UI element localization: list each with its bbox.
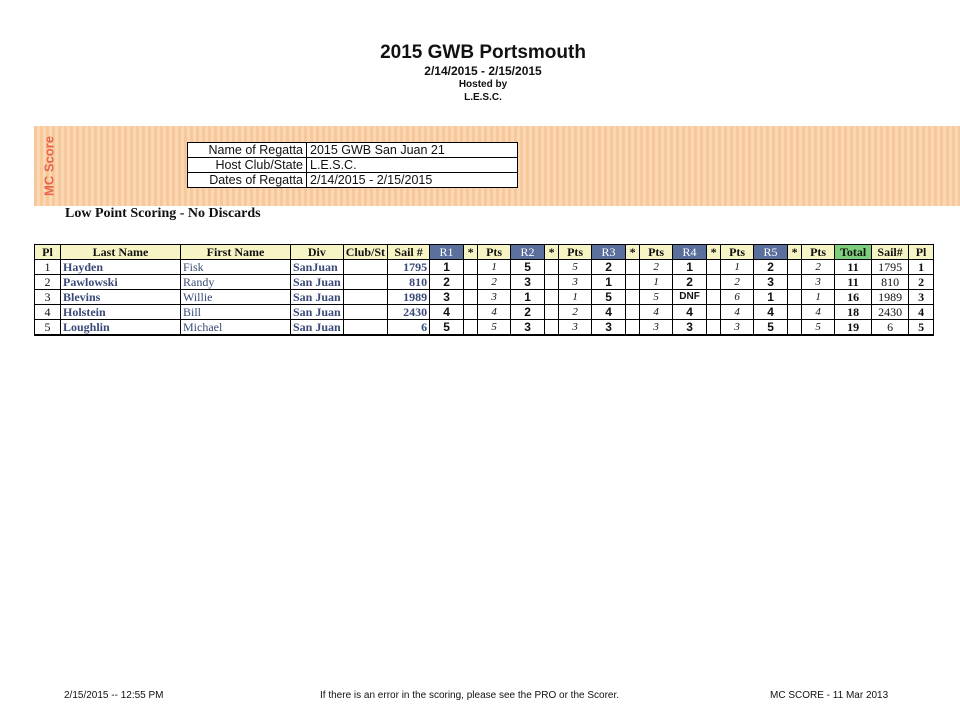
col-total: Total xyxy=(835,245,872,260)
cell-pl: 2 xyxy=(35,275,61,290)
regatta-dates: 2/14/2015 - 2/15/2015 xyxy=(424,64,542,78)
cell-pts: 4 xyxy=(640,305,673,320)
info-value: 2015 GWB San Juan 21 xyxy=(307,143,518,158)
col-r2: R2 xyxy=(511,245,545,260)
cell-first-name: Bill xyxy=(181,305,291,320)
cell-r4: 1 xyxy=(673,260,707,275)
cell-pts: 5 xyxy=(640,290,673,305)
cell-star xyxy=(545,305,559,320)
cell-r4: DNF xyxy=(673,290,707,305)
cell-r4: 2 xyxy=(673,275,707,290)
cell-star xyxy=(545,290,559,305)
col-pl2: Pl xyxy=(909,245,934,260)
cell-club xyxy=(343,320,387,336)
cell-total: 11 xyxy=(835,275,872,290)
cell-sail2: 2430 xyxy=(872,305,909,320)
cell-club xyxy=(343,275,387,290)
cell-star xyxy=(707,275,721,290)
cell-pts: 1 xyxy=(478,260,511,275)
cell-pts: 3 xyxy=(478,290,511,305)
col-pts: Pts xyxy=(721,245,754,260)
col-sail: Sail # xyxy=(388,245,430,260)
col-pts: Pts xyxy=(640,245,673,260)
cell-star xyxy=(464,320,478,336)
table-row xyxy=(35,305,934,320)
footer-version: MC SCORE - 11 Mar 2013 xyxy=(770,690,889,701)
cell-total: 19 xyxy=(835,320,872,336)
info-row xyxy=(188,173,518,188)
cell-star xyxy=(545,320,559,336)
cell-last-name: Hayden xyxy=(61,260,181,275)
cell-star xyxy=(707,320,721,336)
cell-div: San Juan xyxy=(291,320,344,336)
cell-last-name: Blevins xyxy=(61,290,181,305)
cell-div: San Juan xyxy=(291,305,344,320)
cell-pl2: 2 xyxy=(909,275,934,290)
cell-star xyxy=(788,290,802,305)
cell-r3: 3 xyxy=(592,320,626,336)
cell-sail2: 1795 xyxy=(872,260,909,275)
cell-pts: 1 xyxy=(640,275,673,290)
cell-pl: 1 xyxy=(35,260,61,275)
cell-total: 11 xyxy=(835,260,872,275)
cell-r2: 2 xyxy=(511,305,545,320)
cell-last-name: Holstein xyxy=(61,305,181,320)
report-header xyxy=(0,42,960,104)
cell-last-name: Loughlin xyxy=(61,320,181,336)
cell-pts: 3 xyxy=(559,320,592,336)
col-last-name: Last Name xyxy=(61,245,181,260)
cell-star xyxy=(788,260,802,275)
cell-star xyxy=(626,275,640,290)
cell-r5: 5 xyxy=(754,320,788,336)
col-div: Div xyxy=(291,245,344,260)
cell-pl2: 4 xyxy=(909,305,934,320)
col-star: * xyxy=(788,245,802,260)
cell-r5: 1 xyxy=(754,290,788,305)
footer-timestamp: 2/15/2015 -- 12:55 PM xyxy=(64,690,164,701)
cell-pts: 5 xyxy=(478,320,511,336)
cell-pts: 2 xyxy=(559,305,592,320)
cell-sail: 2430 xyxy=(388,305,430,320)
scoring-method: Low Point Scoring - No Discards xyxy=(65,206,261,221)
col-pts: Pts xyxy=(802,245,835,260)
cell-r3: 4 xyxy=(592,305,626,320)
cell-total: 16 xyxy=(835,290,872,305)
cell-pl2: 5 xyxy=(909,320,934,336)
cell-first-name: Willie xyxy=(181,290,291,305)
cell-star xyxy=(788,305,802,320)
cell-sail2: 1989 xyxy=(872,290,909,305)
header-row xyxy=(35,245,934,260)
cell-r1: 4 xyxy=(430,305,464,320)
cell-pts: 4 xyxy=(721,305,754,320)
col-pts: Pts xyxy=(478,245,511,260)
cell-pl: 4 xyxy=(35,305,61,320)
cell-club xyxy=(343,305,387,320)
cell-star xyxy=(464,275,478,290)
cell-star xyxy=(626,305,640,320)
results-table xyxy=(34,244,934,336)
cell-total: 18 xyxy=(835,305,872,320)
cell-club xyxy=(343,260,387,275)
cell-r3: 5 xyxy=(592,290,626,305)
info-value: L.E.S.C. xyxy=(307,158,518,173)
col-sail2: Sail# xyxy=(872,245,909,260)
cell-r2: 3 xyxy=(511,275,545,290)
cell-r2: 5 xyxy=(511,260,545,275)
cell-star xyxy=(464,290,478,305)
cell-pts: 4 xyxy=(478,305,511,320)
cell-r1: 5 xyxy=(430,320,464,336)
cell-pl2: 1 xyxy=(909,260,934,275)
cell-star xyxy=(545,260,559,275)
cell-r5: 4 xyxy=(754,305,788,320)
cell-r2: 3 xyxy=(511,320,545,336)
cell-pts: 5 xyxy=(802,320,835,336)
cell-pts: 2 xyxy=(640,260,673,275)
cell-pts: 3 xyxy=(721,320,754,336)
cell-first-name: Michael xyxy=(181,320,291,336)
col-r4: R4 xyxy=(673,245,707,260)
cell-r4: 4 xyxy=(673,305,707,320)
cell-pts: 3 xyxy=(559,275,592,290)
cell-r1: 2 xyxy=(430,275,464,290)
info-label: Dates of Regatta xyxy=(188,173,307,188)
table-row xyxy=(35,275,934,290)
cell-pts: 2 xyxy=(721,275,754,290)
cell-star xyxy=(464,260,478,275)
col-club: Club/St xyxy=(343,245,387,260)
cell-pts: 2 xyxy=(478,275,511,290)
table-row xyxy=(35,290,934,305)
footer-note: If there is an error in the scoring, please see the PRO or the Scorer. xyxy=(320,690,620,701)
col-pts: Pts xyxy=(559,245,592,260)
col-r3: R3 xyxy=(592,245,626,260)
info-label: Name of Regatta xyxy=(188,143,307,158)
cell-first-name: Randy xyxy=(181,275,291,290)
cell-div: SanJuan xyxy=(291,260,344,275)
cell-star xyxy=(707,260,721,275)
hosted-by-label: Hosted by xyxy=(458,79,508,90)
cell-sail: 1795 xyxy=(388,260,430,275)
cell-sail: 1989 xyxy=(388,290,430,305)
cell-pts: 1 xyxy=(559,290,592,305)
col-star: * xyxy=(707,245,721,260)
cell-r1: 3 xyxy=(430,290,464,305)
cell-last-name: Pawlowski xyxy=(61,275,181,290)
cell-div: San Juan xyxy=(291,290,344,305)
cell-r1: 1 xyxy=(430,260,464,275)
regatta-info-table xyxy=(187,142,518,188)
col-r1: R1 xyxy=(430,245,464,260)
cell-r2: 1 xyxy=(511,290,545,305)
cell-r3: 1 xyxy=(592,275,626,290)
cell-star xyxy=(788,275,802,290)
info-row xyxy=(188,143,518,158)
info-value: 2/14/2015 - 2/15/2015 xyxy=(307,173,518,188)
cell-r5: 2 xyxy=(754,260,788,275)
cell-r5: 3 xyxy=(754,275,788,290)
table-row xyxy=(35,320,934,336)
cell-pts: 6 xyxy=(721,290,754,305)
cell-pts: 3 xyxy=(640,320,673,336)
cell-star xyxy=(464,305,478,320)
cell-star xyxy=(626,290,640,305)
mc-score-label: MC Score xyxy=(41,136,57,196)
cell-pts: 1 xyxy=(721,260,754,275)
cell-star xyxy=(707,305,721,320)
cell-r4: 3 xyxy=(673,320,707,336)
cell-pl2: 3 xyxy=(909,290,934,305)
cell-sail2: 6 xyxy=(872,320,909,336)
cell-star xyxy=(626,320,640,336)
cell-star xyxy=(626,260,640,275)
cell-sail: 6 xyxy=(388,320,430,336)
cell-star xyxy=(545,275,559,290)
cell-club xyxy=(343,290,387,305)
col-first-name: First Name xyxy=(181,245,291,260)
cell-pts: 3 xyxy=(802,275,835,290)
regatta-title: 2015 GWB Portsmouth xyxy=(380,42,586,63)
col-star: * xyxy=(545,245,559,260)
cell-pl: 5 xyxy=(35,320,61,336)
col-star: * xyxy=(626,245,640,260)
cell-pts: 4 xyxy=(802,305,835,320)
host-club: L.E.S.C. xyxy=(464,92,502,103)
col-star: * xyxy=(464,245,478,260)
cell-pts: 2 xyxy=(802,260,835,275)
cell-sail: 810 xyxy=(388,275,430,290)
cell-star xyxy=(788,320,802,336)
info-row xyxy=(188,158,518,173)
cell-div: San Juan xyxy=(291,275,344,290)
cell-pl: 3 xyxy=(35,290,61,305)
cell-pts: 1 xyxy=(802,290,835,305)
table-row xyxy=(35,260,934,275)
cell-r3: 2 xyxy=(592,260,626,275)
cell-first-name: Fisk xyxy=(181,260,291,275)
col-pl: Pl xyxy=(35,245,61,260)
cell-star xyxy=(707,290,721,305)
cell-pts: 5 xyxy=(559,260,592,275)
info-label: Host Club/State xyxy=(188,158,307,173)
col-r5: R5 xyxy=(754,245,788,260)
cell-sail2: 810 xyxy=(872,275,909,290)
